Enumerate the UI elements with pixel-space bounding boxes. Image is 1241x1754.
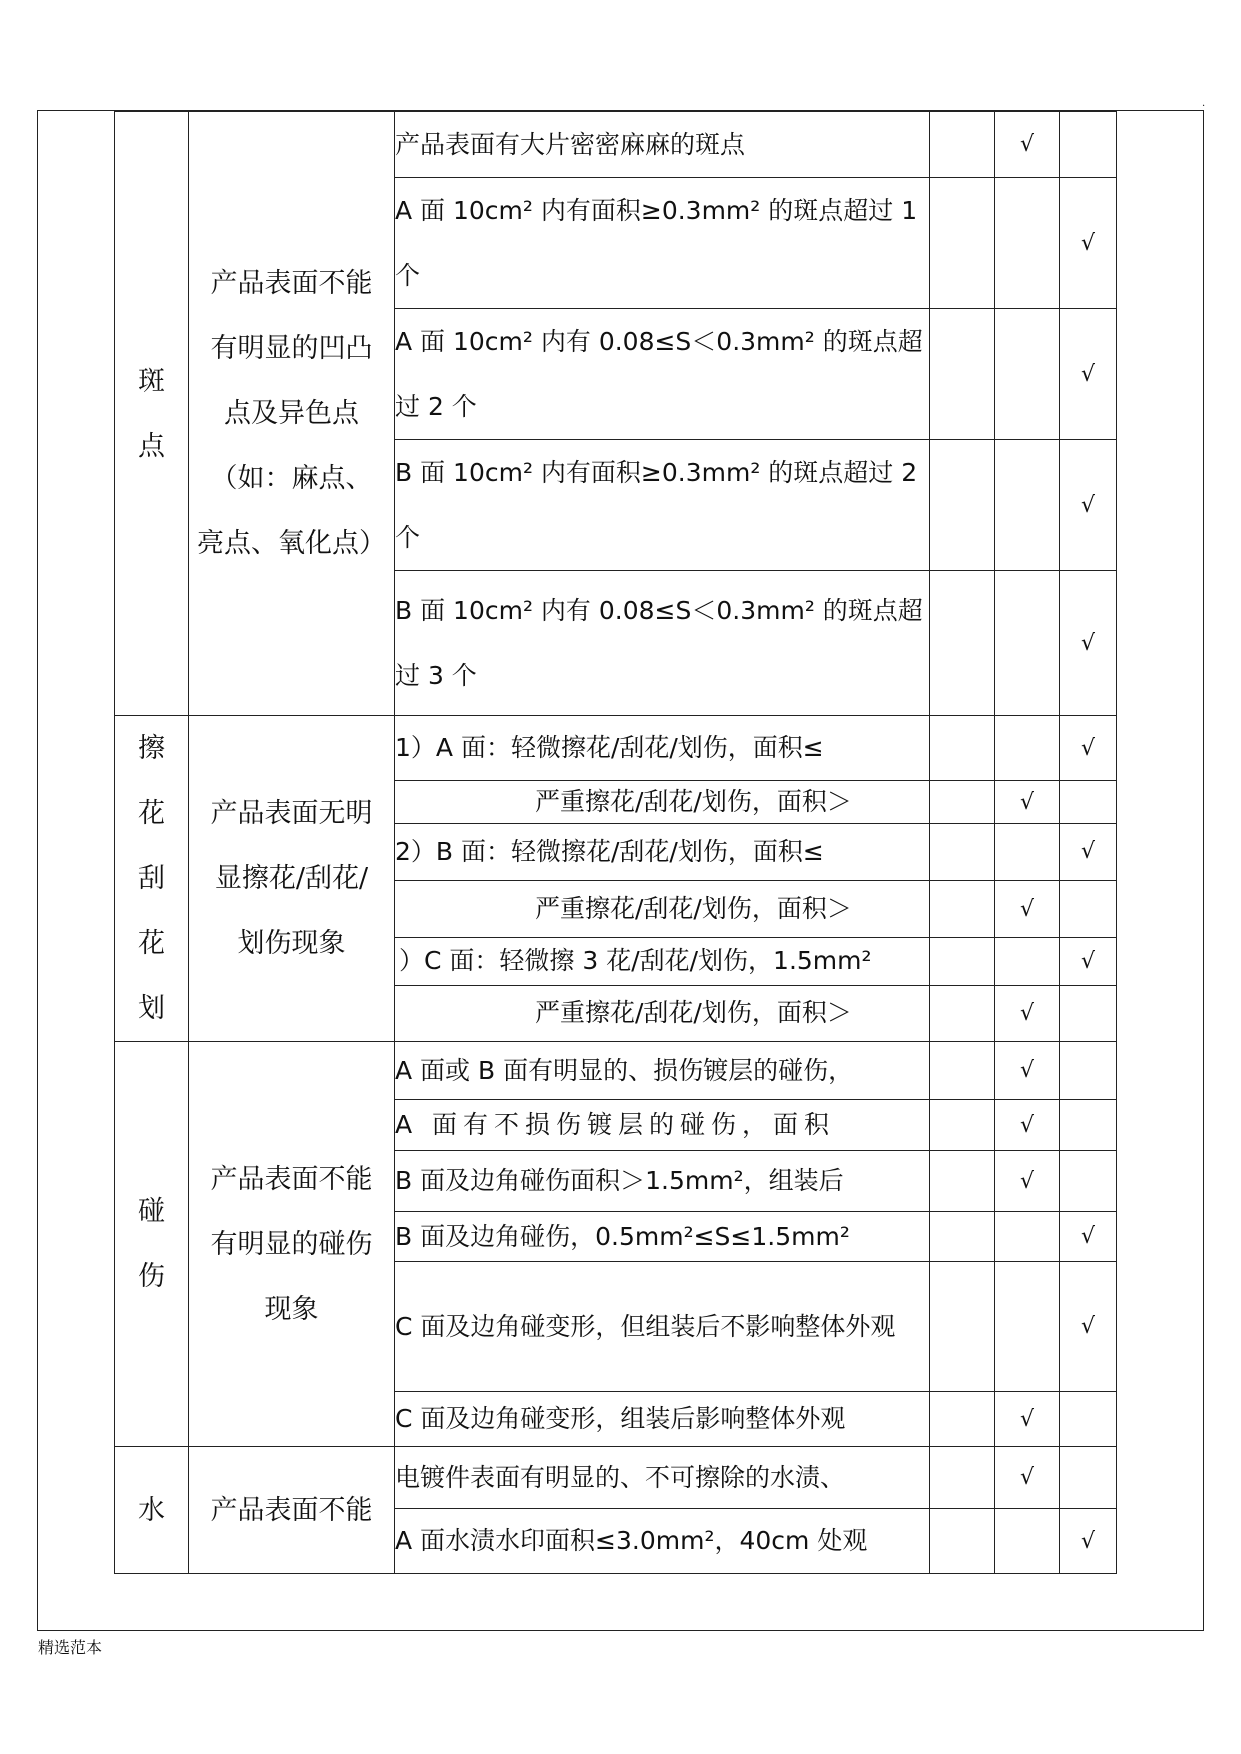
check-cell	[930, 1447, 995, 1509]
footer-label: 精选范本	[38, 1638, 103, 1657]
check-cell: √	[1060, 1509, 1117, 1574]
category-cell: 斑 点	[115, 112, 189, 716]
check-cell: √	[995, 1392, 1060, 1447]
check-cell: √	[995, 1151, 1060, 1212]
check-cell: √	[1060, 309, 1117, 440]
check-cell	[930, 1392, 995, 1447]
defect-description: A 面水渍水印面积≤3.0mm²，40cm 处观	[395, 1509, 930, 1574]
check-cell: √	[1060, 571, 1117, 716]
check-cell	[995, 823, 1060, 880]
check-cell: √	[1060, 1212, 1117, 1262]
check-cell: √	[1060, 823, 1117, 880]
check-cell	[995, 1212, 1060, 1262]
check-cell	[930, 781, 995, 823]
defect-description: B 面 10cm² 内有 0.08≤S＜0.3mm² 的斑点超过 3 个	[395, 571, 930, 716]
check-cell: √	[995, 1042, 1060, 1100]
check-cell: √	[995, 1100, 1060, 1151]
check-cell	[995, 440, 1060, 571]
check-cell	[930, 823, 995, 880]
defect-description: A 面 10cm² 内有面积≥0.3mm² 的斑点超过 1 个	[395, 178, 930, 309]
defect-description: 电镀件表面有明显的、不可擦除的水渍、	[395, 1447, 930, 1509]
check-cell	[995, 309, 1060, 440]
check-cell	[1060, 1100, 1117, 1151]
category-cell: 碰 伤	[115, 1042, 189, 1447]
check-cell	[930, 178, 995, 309]
defect-description: ）C 面：轻微擦 3 花/刮花/划伤，1.5mm²	[395, 938, 930, 985]
check-cell: √	[995, 1447, 1060, 1509]
defect-description: A 面有不损伤镀层的碰伤，面积	[395, 1100, 930, 1151]
defect-description: 严重擦花/刮花/划伤，面积＞	[395, 985, 930, 1041]
check-cell: √	[1060, 440, 1117, 571]
defect-description: A 面或 B 面有明显的、损伤镀层的碰伤，	[395, 1042, 930, 1100]
defect-description: 严重擦花/刮花/划伤，面积＞	[395, 880, 930, 937]
check-cell: √	[995, 985, 1060, 1041]
check-cell: √	[995, 880, 1060, 937]
defect-description: C 面及边角碰变形，但组装后不影响整体外观	[395, 1262, 930, 1392]
table-row	[115, 112, 1117, 178]
check-cell	[930, 112, 995, 178]
check-cell	[995, 178, 1060, 309]
check-cell	[930, 309, 995, 440]
check-cell	[930, 440, 995, 571]
category-cell: 水	[115, 1447, 189, 1574]
inspection-table	[114, 111, 1117, 1574]
check-cell: √	[1060, 938, 1117, 985]
check-cell	[930, 1151, 995, 1212]
check-cell	[995, 716, 1060, 781]
check-cell	[930, 571, 995, 716]
check-cell	[995, 1509, 1060, 1574]
check-cell	[930, 1212, 995, 1262]
check-cell	[930, 1509, 995, 1574]
check-cell: √	[1060, 716, 1117, 781]
check-cell	[930, 716, 995, 781]
defect-description: B 面及边角碰伤，0.5mm²≤S≤1.5mm²	[395, 1212, 930, 1262]
check-cell	[995, 1262, 1060, 1392]
defect-description: 严重擦花/刮花/划伤，面积＞	[395, 781, 930, 823]
check-cell	[1060, 1447, 1117, 1509]
defect-description: 2）B 面：轻微擦花/刮花/划伤，面积≤	[395, 823, 930, 880]
defect-description: A 面 10cm² 内有 0.08≤S＜0.3mm² 的斑点超过 2 个	[395, 309, 930, 440]
defect-description: B 面及边角碰伤面积＞1.5mm²，组装后	[395, 1151, 930, 1212]
defect-description: 产品表面有大片密密麻麻的斑点	[395, 112, 930, 178]
defect-description: 1）A 面：轻微擦花/刮花/划伤，面积≤	[395, 716, 930, 781]
check-cell	[1060, 985, 1117, 1041]
check-cell	[995, 938, 1060, 985]
check-cell	[930, 1100, 995, 1151]
check-cell	[1060, 1151, 1117, 1212]
table-row	[115, 716, 1117, 781]
category-cell: 擦 花 刮 花 划	[115, 716, 189, 1042]
check-cell: √	[1060, 1262, 1117, 1392]
check-cell	[1060, 880, 1117, 937]
check-cell	[1060, 1042, 1117, 1100]
check-cell	[930, 1262, 995, 1392]
requirement-cell: 产品表面无明 显擦花/刮花/ 划伤现象	[189, 716, 395, 1042]
requirement-cell: 产品表面不能	[189, 1447, 395, 1574]
check-cell: √	[995, 112, 1060, 178]
check-cell	[930, 1042, 995, 1100]
check-cell	[930, 985, 995, 1041]
corner-mark: .	[1202, 98, 1206, 109]
check-cell	[1060, 112, 1117, 178]
requirement-cell: 产品表面不能 有明显的凹凸 点及异色点 （如：麻点、 亮点、氧化点）	[189, 112, 395, 716]
check-cell	[930, 938, 995, 985]
check-cell: √	[995, 781, 1060, 823]
defect-description: B 面 10cm² 内有面积≥0.3mm² 的斑点超过 2 个	[395, 440, 930, 571]
check-cell	[1060, 781, 1117, 823]
requirement-cell: 产品表面不能 有明显的碰伤 现象	[189, 1042, 395, 1447]
defect-description: C 面及边角碰变形，组装后影响整体外观	[395, 1392, 930, 1447]
check-cell	[930, 880, 995, 937]
check-cell	[995, 571, 1060, 716]
table-row	[115, 1042, 1117, 1100]
check-cell	[1060, 1392, 1117, 1447]
check-cell: √	[1060, 178, 1117, 309]
table-row	[115, 1447, 1117, 1509]
